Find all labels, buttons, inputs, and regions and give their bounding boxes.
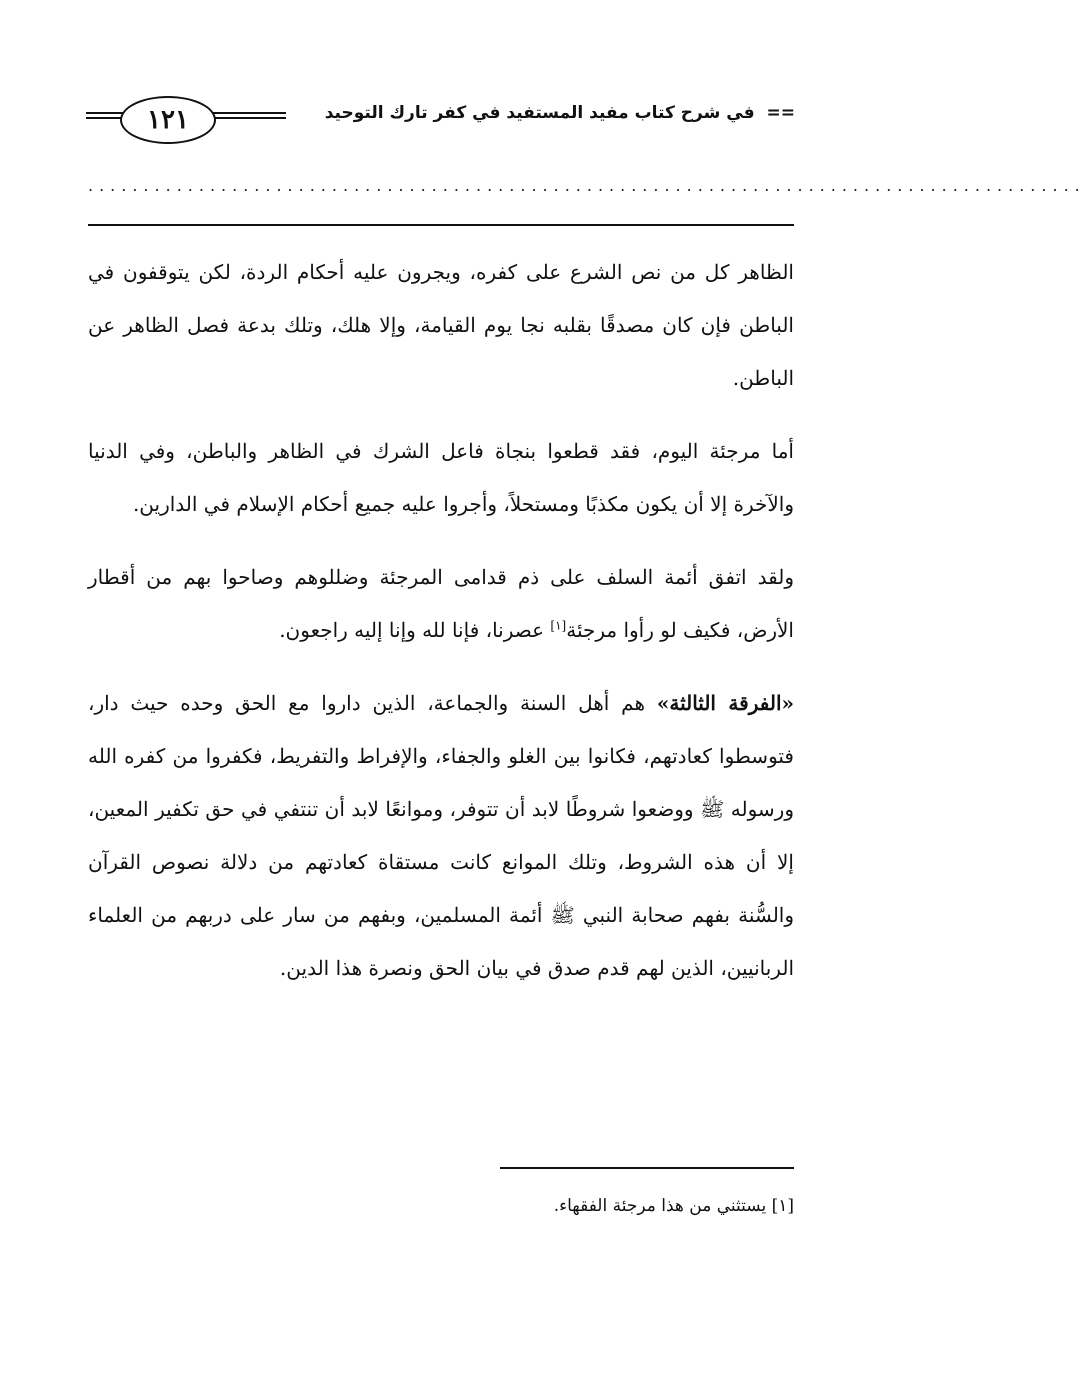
footnote: [١] يستثني من هذا مرجئة الفقهاء. xyxy=(553,1196,794,1216)
paragraph-3 xyxy=(88,551,794,657)
paragraph-3-text-b: عصرنا، فإنا لله وإنا إليه راجعون. xyxy=(279,618,551,642)
paragraph-1: الظاهر كل من نص الشرع على كفره، ويجرون عليه أحكام الردة، لكن يتوقفون في الباطن فإن كان مصدقًا بقلبه نجا يوم القيامة، وإلا هلك، وتلك بدعة فصل الظاهر عن الباطن. xyxy=(88,260,794,390)
header-marks: == xyxy=(766,103,795,123)
paragraph-3-text-a: ولقد اتفق أئمة السلف على ذم قدامى المرجئة وضللوهم وصاحوا بهم من أقطار الأرض، فكيف لو رأوا مرجئة xyxy=(88,565,794,642)
page-number: ١٢١ xyxy=(120,96,216,144)
paragraph-4-text: هم أهل السنة والجماعة، الذين داروا مع الحق وحده حيث دار، فتوسطوا كعادتهم، فكانوا بين الغلو والجفاء، والإفراط والتفريط، فكفروا من كفره الله ورسوله ﷺ ووضعوا شروطًا لابد أن تتوفر، وموانعًا لابد أن تنتفي في حق تكفير المعين، إلا أن هذه الشروط، وتلك الموانع كانت مستقاة كعادتهم من دلالة نصوص القرآن والسُّنة بفهم صحابة النبي ﷺ أئمة المسلمين، وبفهم من سار على دربهم من العلماء الربانيين، الذين لهم قدم صدق في بيان الحق ونصرة هذا الدين. xyxy=(88,691,794,980)
paragraph-4 xyxy=(88,677,794,995)
main-text xyxy=(88,246,794,1015)
header-title: في شرح كتاب مفيد المستفيد في كفر تارك التوحيد xyxy=(324,103,755,123)
dotted-separator: .......................................................................................... xyxy=(88,176,1086,195)
paragraph-2: أما مرجئة اليوم، فقد قطعوا بنجاة فاعل الشرك في الظاهر والباطن، وفي الدنيا والآخرة إلا أن يكون مكذبًا ومستحلاً، وأجروا عليه جميع أحكام الإسلام في الدارين. xyxy=(88,439,794,516)
footnote-rule xyxy=(500,1167,794,1169)
paragraph-4-lead: «الفرقة الثالثة» xyxy=(656,691,795,715)
running-header xyxy=(324,103,795,123)
footnote-reference: [١] xyxy=(550,618,567,633)
header-rule xyxy=(88,224,794,226)
